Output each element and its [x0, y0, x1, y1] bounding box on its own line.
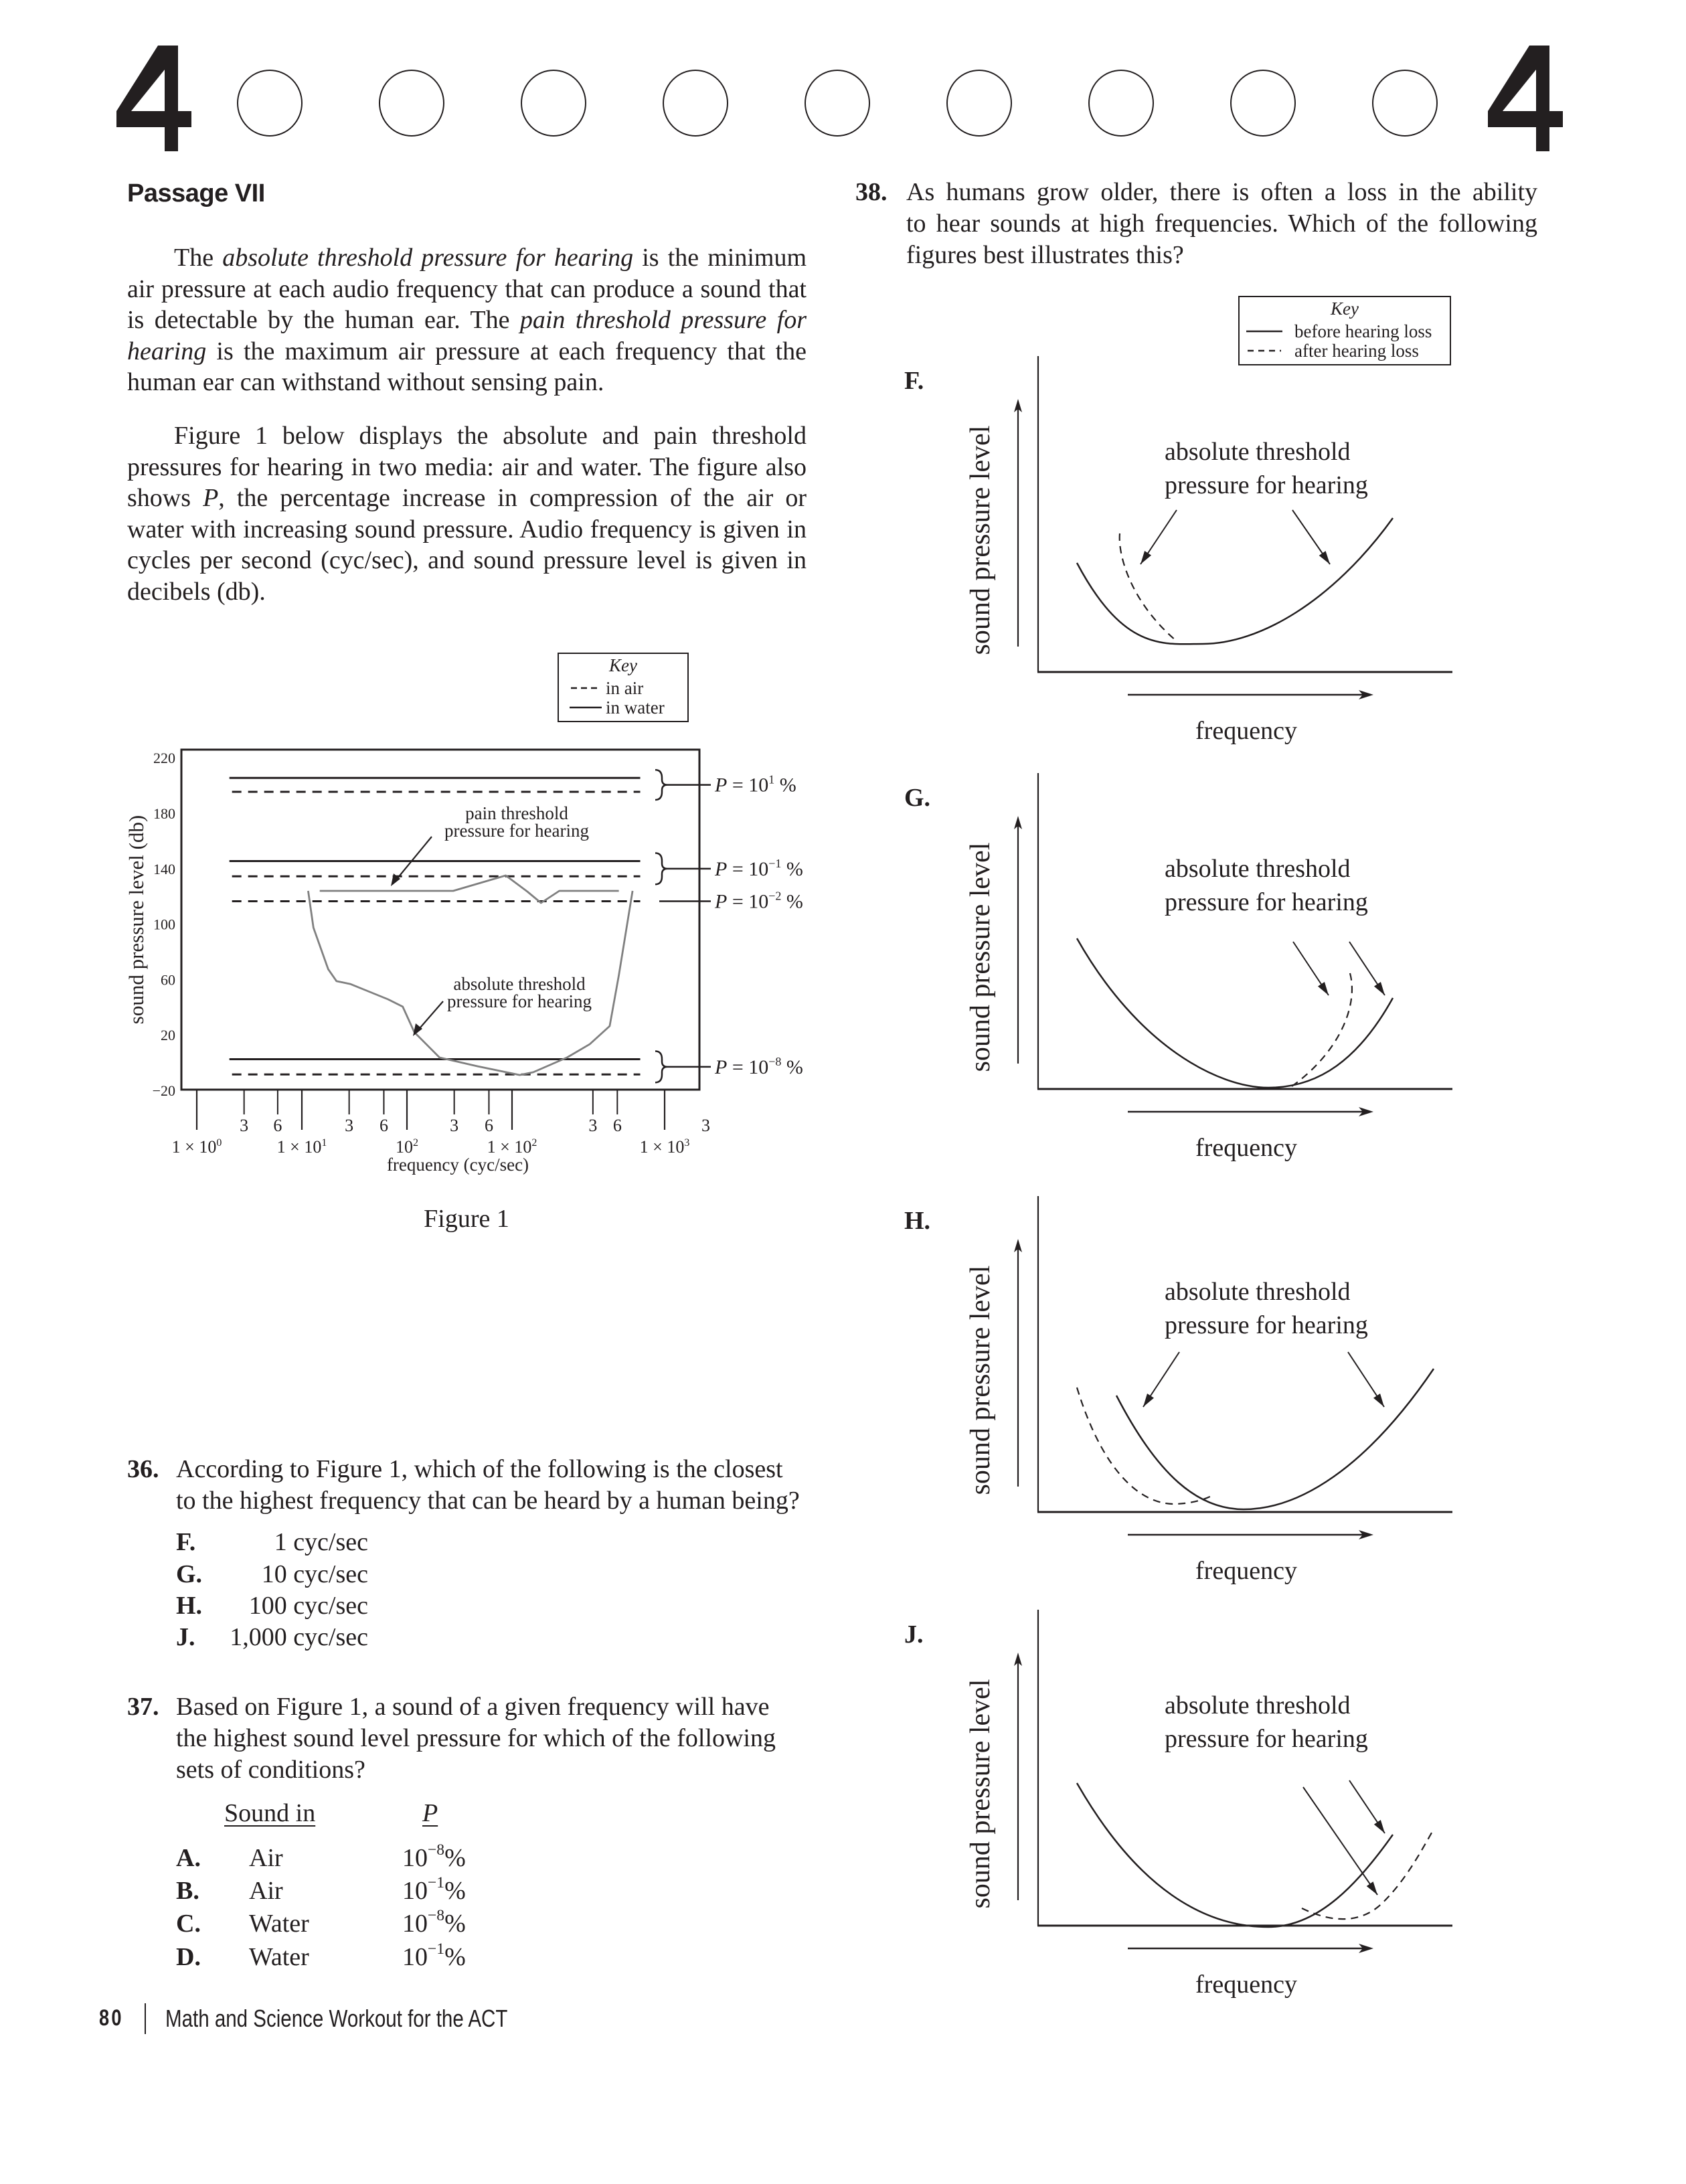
- y-axis-label: sound pressure level: [965, 842, 996, 1072]
- option-letter: C.: [176, 1910, 201, 1938]
- p-exponent: −8: [428, 1906, 445, 1924]
- option-letter: J.: [176, 1623, 195, 1651]
- option-letter: B.: [176, 1877, 199, 1905]
- figure1-caption: Figure 1: [424, 1205, 509, 1233]
- x-minor-tick-label: 6: [612, 1116, 622, 1135]
- option-medium: Water: [249, 1910, 309, 1938]
- choice-letter: J.: [904, 1620, 924, 1649]
- before-hearing-loss-curve: [1077, 1783, 1393, 1927]
- p-level-label: $P = 10^{-2}$ %: [715, 889, 803, 913]
- legend-after-label: after hearing loss: [1294, 341, 1419, 361]
- p-suffix: %: [444, 1877, 466, 1905]
- x-minor-tick-label: 3: [345, 1116, 354, 1135]
- choice-letter: F.: [904, 367, 924, 395]
- x-minor-tick-label: 6: [379, 1116, 388, 1135]
- option-value: 1,000 cyc/sec: [230, 1623, 368, 1651]
- option-medium: Air: [249, 1877, 283, 1905]
- answer-choice-j[interactable]: [904, 1610, 1452, 1999]
- para2-text: Figure 1 below displays the absolute and pain threshold pressures for hearing in two media: air and water. The figure also shows: [127, 422, 807, 513]
- arrowhead-icon: [1141, 551, 1151, 564]
- option-letter: F.: [176, 1528, 196, 1556]
- x-axis-label: frequency (cyc/sec): [386, 1155, 529, 1175]
- arrowhead-icon: [1319, 551, 1330, 564]
- x-minor-tick-label: 3: [701, 1116, 711, 1135]
- p-exponent: −1: [428, 1873, 445, 1892]
- p-suffix: %: [444, 1844, 466, 1872]
- book-title: Math and Science Workout for the ACT: [165, 2005, 508, 2032]
- absolute-annotation-line2: pressure for hearing: [447, 991, 592, 1011]
- x-axis-label: frequency: [1195, 1970, 1297, 1999]
- annotation-arrow: [1303, 1787, 1377, 1895]
- para1-text: The: [174, 244, 223, 272]
- curve-annotation-line1: absolute threshold: [1165, 855, 1351, 883]
- p-base: 10: [402, 1844, 428, 1872]
- para1-text: is the minimum air pressure at each audio frequency that can produce a sound that is detectable by the human ear. The: [127, 244, 807, 335]
- absolute-annotation-line1: absolute threshold: [453, 974, 586, 994]
- y-tick-label: 140: [153, 860, 175, 877]
- question-number: 38.: [855, 178, 888, 206]
- after-hearing-loss-curve: [1120, 533, 1176, 641]
- question-text-line: figures best illustrates this?: [906, 241, 1184, 269]
- y-axis-label: sound pressure level (db): [124, 815, 148, 1025]
- y-tick-label: 100: [153, 916, 175, 933]
- answer-choice-f[interactable]: [904, 356, 1452, 745]
- page-number: 80: [99, 2005, 124, 2031]
- p-level-label: $P = 10^{-8}$ %: [715, 1054, 803, 1078]
- question-text-line: According to Figure 1, which of the following is the closest: [176, 1455, 783, 1483]
- y-tick-label: 220: [153, 750, 175, 767]
- after-hearing-loss-curve: [1292, 973, 1352, 1086]
- y-tick-label: −20: [152, 1082, 175, 1099]
- x-minor-tick-label: 3: [588, 1116, 598, 1135]
- question-number: 37.: [127, 1693, 159, 1721]
- before-hearing-loss-curve: [1116, 1369, 1434, 1509]
- curve-annotation-line2: pressure for hearing: [1165, 1725, 1368, 1753]
- x-minor-tick-label: 6: [273, 1116, 282, 1135]
- y-tick-label: 20: [161, 1027, 175, 1044]
- x-major-tick-label: $1 \times 10^2$: [487, 1137, 537, 1157]
- option-letter: H.: [176, 1592, 203, 1620]
- option-value: 1 cyc/sec: [274, 1528, 368, 1556]
- arrowhead-icon: [1318, 982, 1329, 995]
- question-text-line: to the highest frequency that can be heard by a human being?: [176, 1487, 800, 1515]
- term-pain-threshold: pain threshold pressure for hearing: [127, 306, 807, 365]
- pain-annotation-line2: pressure for hearing: [444, 821, 589, 841]
- passage-title: Passage VII: [127, 179, 265, 207]
- x-axis-label: frequency: [1195, 1134, 1297, 1162]
- p-base: 10: [402, 1910, 428, 1938]
- question-text-line: the highest sound level pressure for which of the following: [176, 1724, 776, 1752]
- question-text-line: to hear sounds at high frequencies. Which of the following: [906, 209, 1537, 238]
- y-axis-label: sound pressure level: [965, 425, 996, 655]
- choice-letter: G.: [904, 784, 931, 812]
- legend-title: Key: [1331, 299, 1359, 319]
- question-number: 36.: [127, 1455, 159, 1483]
- x-major-tick-label: $1 \times 10^1$: [276, 1137, 327, 1157]
- x-minor-tick-label: 3: [240, 1116, 249, 1135]
- x-major-tick-label: $1 \times 10^3$: [639, 1137, 690, 1157]
- legend-before-label: before hearing loss: [1294, 321, 1432, 341]
- p-base: 10: [402, 1943, 428, 1971]
- column-header-p: P: [422, 1799, 438, 1827]
- question-text-line: As humans grow older, there is often a loss in the ability: [906, 178, 1537, 206]
- x-axis-label: frequency: [1195, 717, 1297, 745]
- answer-choice-g[interactable]: [904, 773, 1452, 1162]
- y-tick-label: 60: [161, 971, 175, 989]
- option-letter: A.: [176, 1844, 201, 1872]
- curve-annotation-line2: pressure for hearing: [1165, 1311, 1368, 1339]
- answer-choice-h[interactable]: [904, 1196, 1452, 1585]
- option-medium: Water: [249, 1943, 309, 1971]
- x-major-tick-label: $1 \times 10^0$: [171, 1137, 222, 1157]
- arrowhead-icon: [1367, 1881, 1377, 1895]
- arrowhead-icon: [1373, 1394, 1384, 1407]
- option-value: 100 cyc/sec: [248, 1592, 368, 1620]
- curve-annotation-line1: absolute threshold: [1165, 1278, 1351, 1306]
- p-exponent: −1: [428, 1940, 445, 1958]
- legend-air-label: in air: [606, 678, 644, 698]
- x-minor-tick-label: 6: [484, 1116, 493, 1135]
- legend-water-label: in water: [606, 697, 665, 718]
- x-axis-label: frequency: [1195, 1557, 1297, 1585]
- legend-title: Key: [609, 655, 637, 675]
- p-exponent: −8: [428, 1841, 445, 1859]
- pain-annotation-line1: pain threshold: [465, 803, 568, 823]
- column-header-sound-in: Sound in: [224, 1799, 316, 1827]
- p-suffix: %: [444, 1910, 466, 1938]
- curve-annotation-line1: absolute threshold: [1165, 438, 1351, 466]
- para1-text: is the maximum air pressure at each frequency that the human ear can withstand without sensing pain.: [127, 337, 807, 397]
- y-axis-label: sound pressure level: [965, 1679, 996, 1909]
- arrowhead-icon: [1374, 982, 1385, 995]
- question-text-line: Based on Figure 1, a sound of a given frequency will have: [176, 1693, 770, 1721]
- before-hearing-loss-curve: [1077, 518, 1393, 644]
- variable-p: P: [203, 484, 219, 513]
- para2-text: , the percentage increase in compression of the air or water with increasing sound pressure. Audio frequency is given in cycles per second (cyc/sec), and sound pressure level is given in decibels (db).: [127, 484, 807, 606]
- choice-letter: H.: [904, 1207, 931, 1235]
- term-absolute-threshold: absolute threshold pressure for hearing: [222, 244, 634, 272]
- question-text-line: sets of conditions?: [176, 1756, 365, 1784]
- option-value: 10 cyc/sec: [261, 1560, 368, 1588]
- y-axis-label: sound pressure level: [965, 1265, 996, 1495]
- p-suffix: %: [444, 1943, 466, 1971]
- arrowhead-icon: [1143, 1394, 1154, 1407]
- p-base: 10: [402, 1877, 428, 1905]
- curve-annotation-line2: pressure for hearing: [1165, 471, 1368, 499]
- option-letter: D.: [176, 1943, 201, 1971]
- arrowhead-icon: [1374, 1820, 1385, 1833]
- p-level-label: $P = 10^1$ %: [715, 772, 796, 796]
- p-level-label: $P = 10^{-1}$ %: [715, 856, 803, 880]
- option-letter: G.: [176, 1560, 203, 1588]
- curve-annotation-line1: absolute threshold: [1165, 1691, 1351, 1719]
- option-medium: Air: [249, 1844, 283, 1872]
- y-tick-label: 180: [153, 805, 175, 822]
- curve-annotation-line2: pressure for hearing: [1165, 888, 1368, 916]
- after-hearing-loss-curve: [1302, 1829, 1434, 1919]
- x-major-tick-label: $10^2$: [396, 1137, 418, 1157]
- before-hearing-loss-curve: [1077, 938, 1393, 1088]
- x-minor-tick-label: 3: [450, 1116, 459, 1135]
